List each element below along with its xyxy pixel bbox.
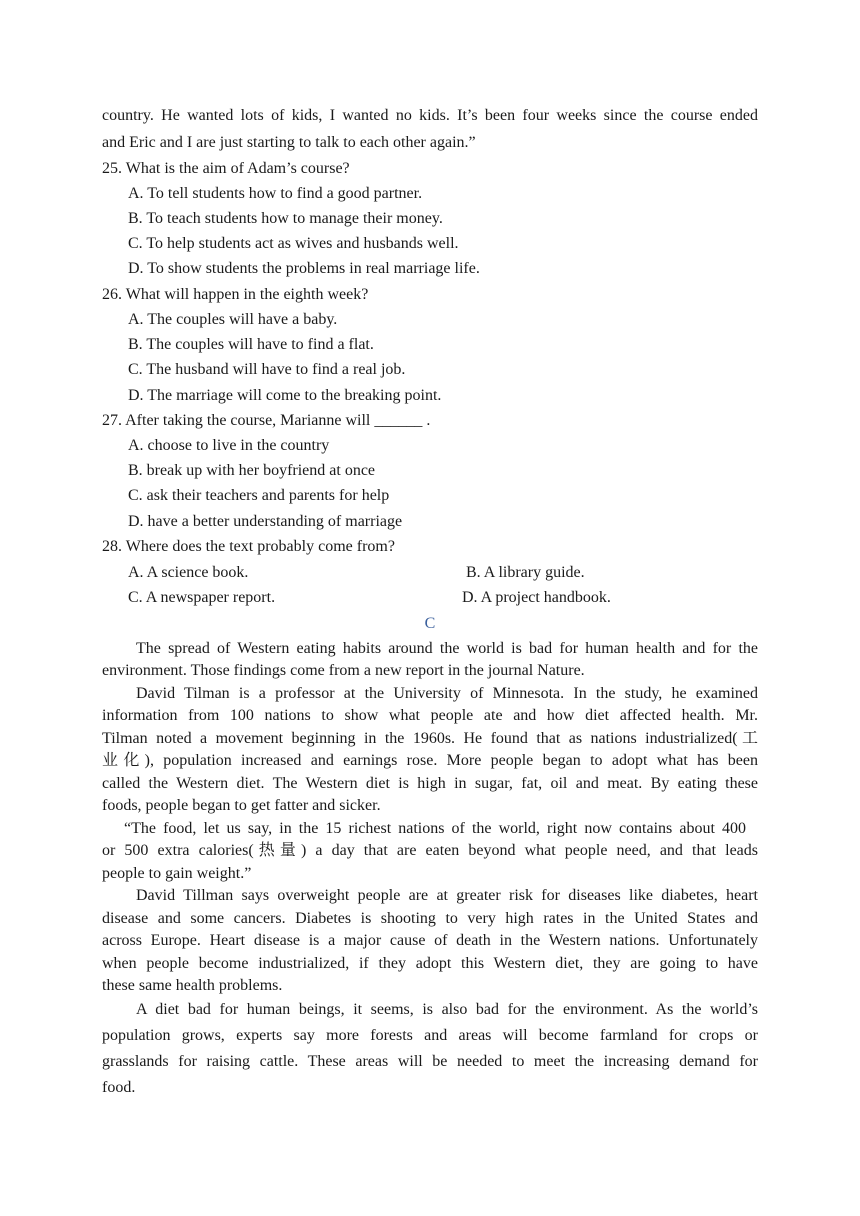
paragraph-line: food. bbox=[102, 1079, 136, 1096]
question-28-option-b: B. A library guide. bbox=[466, 564, 585, 581]
question-27-option-a: A. choose to live in the country bbox=[128, 437, 330, 454]
question-27-option-c: C. ask their teachers and parents for help bbox=[128, 487, 390, 504]
question-27-stem: 27. After taking the course, Marianne will ______ . bbox=[102, 412, 431, 429]
question-28-option-a: A. A science book. bbox=[128, 564, 249, 581]
question-25-option-d: D. To show students the problems in real marriage life. bbox=[128, 260, 480, 277]
passage-line: country. He wanted lots of kids, I wanted no kids. It’s been four weeks since the course ended bbox=[102, 107, 758, 124]
passage-line: and Eric and I are just starting to talk to each other again.” bbox=[102, 134, 476, 151]
paragraph-line: “The food, let us say, in the 15 richest nations of the world, right now contains about 400 bbox=[124, 820, 746, 837]
paragraph-line: David Tilman is a professor at the University of Minnesota. In the study, he examined bbox=[136, 685, 758, 702]
paragraph-line: grasslands for raising cattle. These areas will be needed to meet the increasing demand for bbox=[102, 1053, 758, 1070]
section-c-heading: C bbox=[424, 615, 436, 632]
paragraph-line: foods, people began to get fatter and sicker. bbox=[102, 797, 381, 814]
question-28-option-c: C. A newspaper report. bbox=[128, 589, 276, 606]
paragraph-line: environment. Those findings come from a new report in the journal Nature. bbox=[102, 662, 585, 679]
paragraph-line: people to gain weight.” bbox=[102, 865, 252, 882]
paragraph-line: population grows, experts say more forests and areas will become farmland for crops or bbox=[102, 1027, 758, 1044]
paragraph-line: these same health problems. bbox=[102, 977, 283, 994]
paragraph-line: The spread of Western eating habits around the world is bad for human health and for the bbox=[136, 640, 758, 657]
question-27-option-d: D. have a better understanding of marriage bbox=[128, 513, 403, 530]
paragraph-line: disease and some cancers. Diabetes is shooting to very high rates in the United States and bbox=[102, 910, 758, 927]
paragraph-line: A diet bad for human beings, it seems, is also bad for the environment. As the world’s bbox=[136, 1001, 758, 1018]
paragraph-line: called the Western diet. The Western diet is high in sugar, fat, oil and meat. By eating these bbox=[102, 775, 758, 792]
paragraph-line: 业化), population increased and earnings rose. More people began to adopt what has been bbox=[102, 752, 758, 769]
question-27-option-b: B. break up with her boyfriend at once bbox=[128, 462, 376, 479]
question-25-option-c: C. To help students act as wives and husbands well. bbox=[128, 235, 459, 252]
question-26-option-a: A. The couples will have a baby. bbox=[128, 311, 338, 328]
paragraph-line: or 500 extra calories(热量) a day that are eaten beyond what people need, and that leads bbox=[102, 842, 758, 859]
paragraph-line: Tilman noted a movement beginning in the 1960s. He found that as nations industrialized(工 bbox=[102, 730, 758, 747]
question-25-option-b: B. To teach students how to manage their money. bbox=[128, 210, 443, 227]
question-28-option-d: D. A project handbook. bbox=[462, 589, 611, 606]
question-26-option-b: B. The couples will have to find a flat. bbox=[128, 336, 374, 353]
question-25-option-a: A. To tell students how to find a good partner. bbox=[128, 185, 423, 202]
question-28-stem: 28. Where does the text probably come from? bbox=[102, 538, 395, 555]
paragraph-line: across Europe. Heart disease is a major cause of death in the Western nations. Unfortunately bbox=[102, 932, 758, 949]
paragraph-line: David Tillman says overweight people are at greater risk for diseases like diabetes, heart bbox=[136, 887, 758, 904]
question-26-option-d: D. The marriage will come to the breaking point. bbox=[128, 387, 442, 404]
paragraph-line: when people become industrialized, if they adopt this Western diet, they are going to have bbox=[102, 955, 758, 972]
question-26-option-c: C. The husband will have to find a real job. bbox=[128, 361, 406, 378]
question-26-stem: 26. What will happen in the eighth week? bbox=[102, 286, 369, 303]
paragraph-line: information from 100 nations to show what people ate and how diet affected health. Mr. bbox=[102, 707, 758, 724]
question-25-stem: 25. What is the aim of Adam’s course? bbox=[102, 160, 350, 177]
